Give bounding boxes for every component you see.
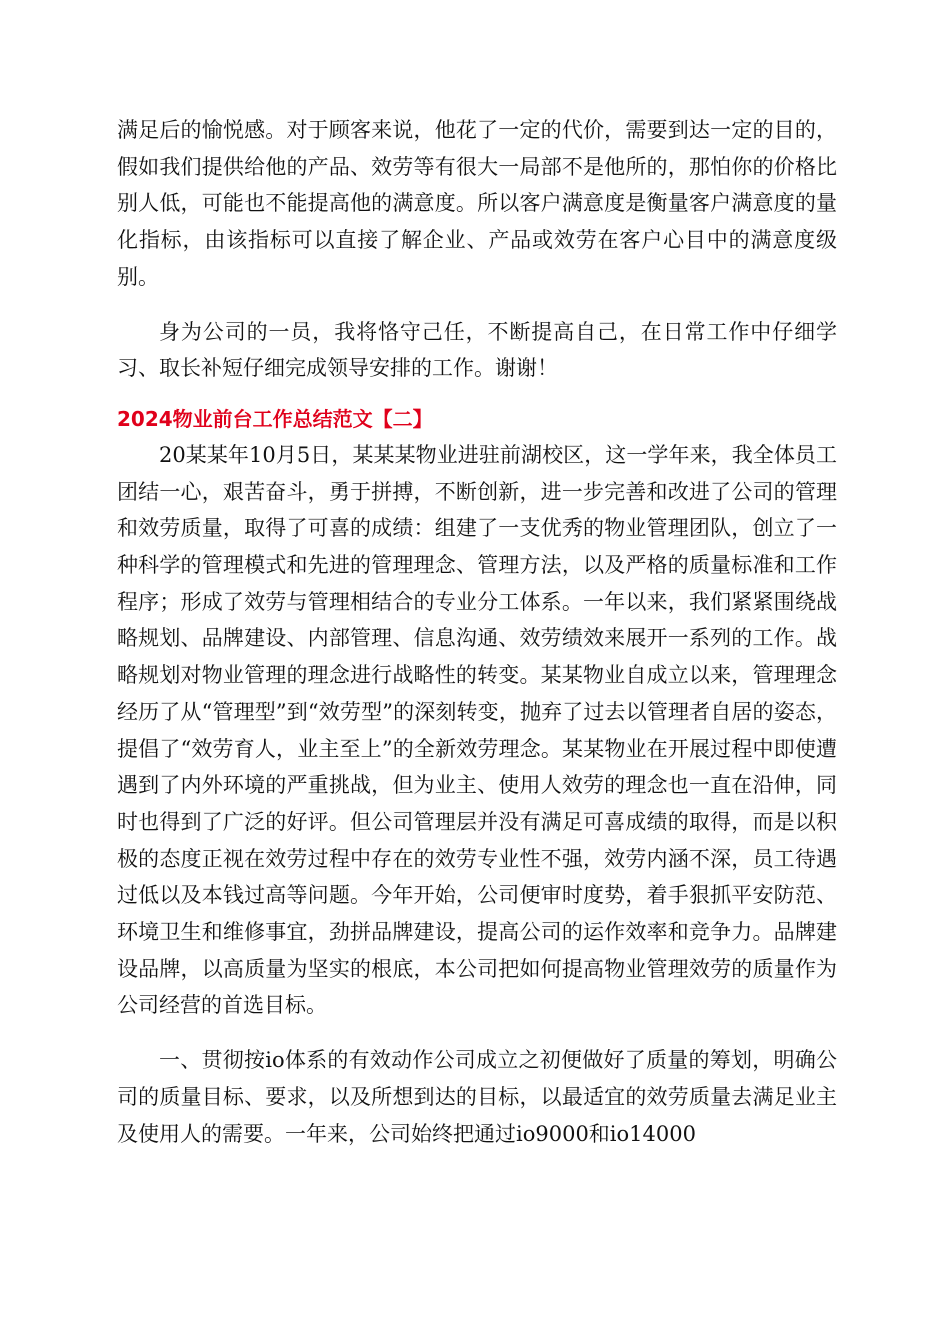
document-page: [117, 112, 837, 1152]
body-paragraph-2: 身为公司的一员，我将恪守己任，不断提高自己，在日常工作中仔细学习、取长补短仔细完成领导安排的工作。谢谢！: [117, 319, 837, 381]
body-paragraph-1: 满足后的愉悦感。对于顾客来说，他花了一定的代价，需要到达一定的目的，假如我们提供给他的产品、效劳等有很大一局部不是他所的，那怕你的价格比别人低，可能也不能提高他的满意度。所以客户满意度是衡量客户满意度的量化指标，由该指标可以直接了解企业、产品或效劳在客户心目中的满意度级别。: [117, 118, 837, 289]
body-paragraph-3: 20某某年10月5日，某某某物业进驻前湖校区，这一学年来，我全体员工团结一心，艰苦奋斗，勇于拼搏，不断创新，进一步完善和改进了公司的管理和效劳质量，取得了可喜的成绩：组建了一支优秀的物业管理团队，创立了一种科学的管理模式和先进的管理理念、管理方法，以及严格的质量标准和工作程序；形成了效劳与管理相结合的专业分工体系。一年以来，我们紧紧围绕战略规划、品牌建设、内部管理、信息沟通、效劳绩效来展开一系列的工作。战略规划对物业管理的理念进行战略性的转变。某某物业自成立以来，管理理念经历了从“管理型”到“效劳型”的深刻转变，抛弃了过去以管理者自居的姿态，提倡了“效劳育人，业主至上”的全新效劳理念。某某物业在开展过程中即使遭遇到了内外环境的严重挑战，但为业主、使用人效劳的理念也一直在沿伸，同时也得到了广泛的好评。但公司管理层并没有满足可喜成绩的取得，而是以积极的态度正视在效劳过程中存在的效劳专业性不强，效劳内涵不深，员工待遇过低以及本钱过高等问题。今年开始，公司便审时度势，着手狠抓平安防范、环境卫生和维修事宜，劲拼品牌建设，提高公司的运作效率和竞争力。品牌建设品牌，以高质量为坚实的根底，本公司把如何提高物业管理效劳的质量作为公司经营的首选目标。: [117, 442, 837, 1018]
body-paragraph-4: 一、贯彻按io体系的有效动作公司成立之初便做好了质量的筹划，明确公司的质量目标、要求，以及所想到达的目标，以最适宜的效劳质量去满足业主及使用人的需要。一年来，公司始终把通过io9000和io14000: [117, 1048, 837, 1146]
section-heading: 2024物业前台工作总结范文【二】: [117, 406, 433, 431]
